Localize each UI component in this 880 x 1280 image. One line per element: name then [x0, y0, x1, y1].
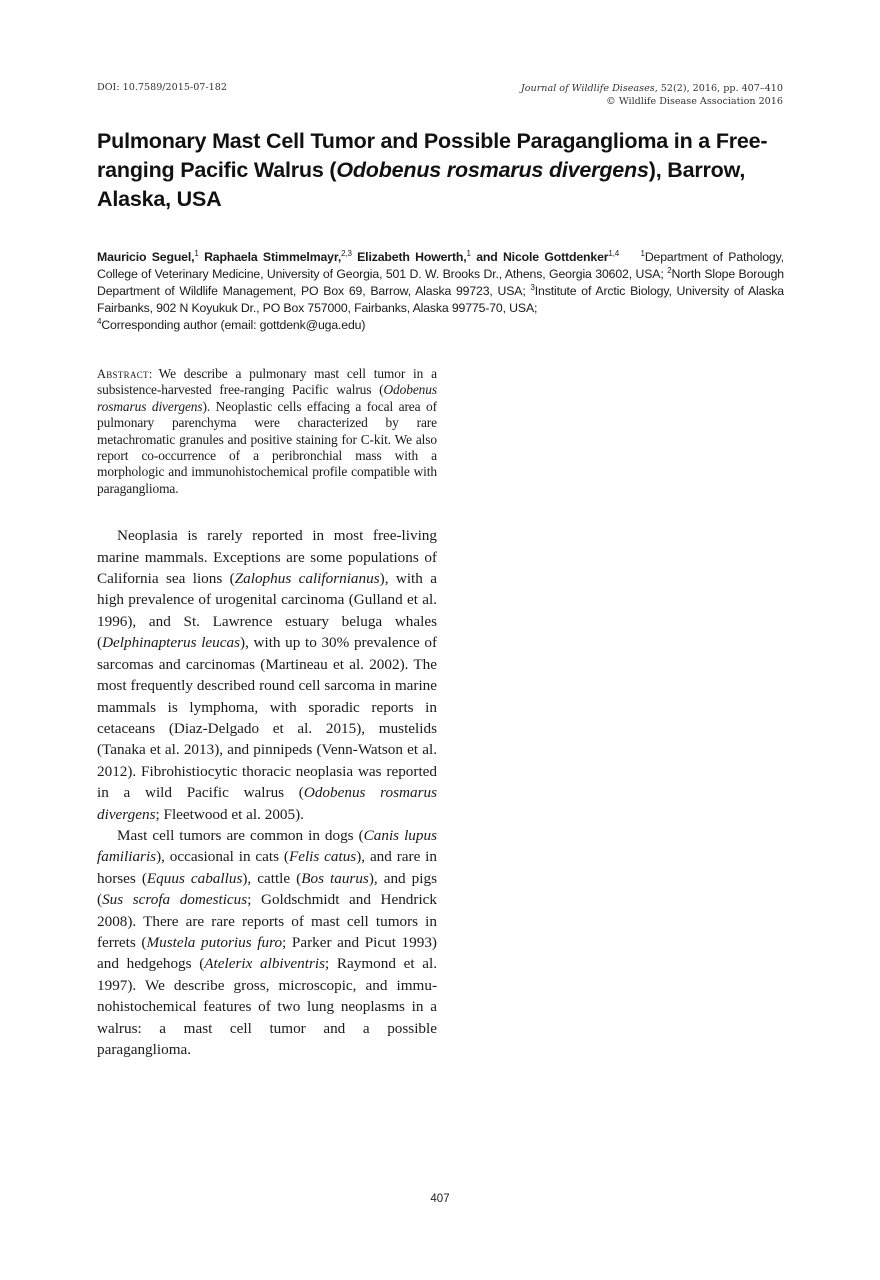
abstract-label: Abstract:: [97, 367, 153, 381]
title-species: Odobenus rosmarus divergens: [336, 158, 649, 182]
authors-affiliations: Mauricio Seguel,$^1$ Raphaela Stimmelmayr,$^{2,3}$ Elizabeth Howerth,$^1$ and Nicole Gottdenker$^{1,4}$ $^1$Department of Pathology, College of Veterinary Medicine, University of Georgia, 501 D. W. Brooks Dr., Athens, Georgia 30602, USA; $^2$North Slope Borough Department of Wildlife Management, PO Box 69, Barrow, Alaska 99723, USA; $^3$Institute of Arctic Biology, University of Alaska Fairbanks, 902 N Koyukuk Dr., PO Box 757000, Fairbanks, Alaska 99775-70, USA; $^4$Corresponding author (email: gottdenk@uga.edu): [97, 248, 784, 332]
affiliation: North Slope Borough Department of Wildlife Management, PO Box 69, Barrow, Alaska 99723, USA;: [97, 267, 784, 298]
author: Mauricio Seguel,: [97, 250, 195, 264]
author: and Nicole Gottdenker: [476, 250, 609, 264]
abstract: Abstract: We describe a pulmonary mast cell tumor in a subsistence-harvested free-ranging Pacific walrus (Odobenus rosmarus divergens). Neoplastic cells effacing a focal area of pulmonary parenchyma were characterized by rare metachromatic granules and positive staining for C-kit. We also report co-occurrence of a peribronchial mass with a morphologic and immunohistochemical profile compatible with paraganglioma.: [97, 366, 437, 496]
article-title: Pulmonary Mast Cell Tumor and Possible Paraganglioma in a Free-ranging Pacific Walrus (Odobenus rosmarus divergens), Barrow, Alaska, USA: [97, 129, 768, 211]
corresponding-author: Corresponding author (email: gottdenk@uga.edu): [101, 318, 366, 332]
copyright: © Wildlife Disease Association 2016: [606, 96, 783, 107]
running-head: [97, 80, 783, 110]
author: Raphaela Stimmelmayr,: [204, 250, 342, 264]
affiliation: Institute of Arctic Biology, University of Alaska Fairbanks, 902 N Koyukuk Dr., PO Box 757000, Fairbanks, Alaska 99775-70, USA;: [97, 284, 784, 315]
journal-volume-pages: , 52(2), 2016, pp. 407–410: [654, 83, 783, 94]
doi[interactable]: DOI: 10.7589/2015-07-182: [97, 82, 227, 93]
journal-name: Journal of Wildlife Diseases: [520, 83, 655, 94]
affiliation: Department of Pathology, College of Veterinary Medicine, University of Georgia, 501 D. W. Brooks Dr., Athens, Georgia 30602, USA;: [97, 250, 784, 281]
left-column: [97, 366, 437, 1060]
body-paragraph: Mast cell tumors are common in dogs (Canis lupus familiaris), occasional in cats (Felis catus), and rare in horses (Equus caballus), cattle (Bos taurus), and pigs (Sus scrofa domesticus; Goldschmidt and Hendrick 2008). There are rare reports of mast cell tumors in ferrets (Mustela putorius furo; Parker and Picut 1993) and hedgehogs (Atelerix albiventris; Raymond et al. 1997). We describe gross, microscopic, and immunohistochemical features of two lung neoplasms in a walrus: a mast cell tumor and a possible paraganglioma.: [97, 826, 437, 1058]
body-paragraph: Neoplasia is rarely reported in most free-living marine mammals. Exceptions are some populations of California sea lions (Zalophus californianus), with a high prevalence of urogenital carcinoma (Gulland et al. 1996), and St. Lawrence estuary beluga whales (Delphinapterus leucas), with up to 30% prevalence of sarcomas and carcinomas (Martineau et al. 2002). The most frequently described round cell sarcoma in marine mammals is lymphoma, with sporadic reports in cetaceans (Diaz-Delgado et al. 2015), mustelids (Tanaka et al. 2013), and pinnipeds (Venn-Watson et al. 2012). Fibrohistiocytic thoracic neoplasia was reported in a wild Pacific walrus (Odobenus rosmarus divergens; Fleetwood et al. 2005).: [97, 527, 438, 823]
page-number: 407: [430, 1193, 450, 1205]
journal-citation: [521, 82, 783, 108]
author: Elizabeth Howerth,: [357, 250, 467, 264]
